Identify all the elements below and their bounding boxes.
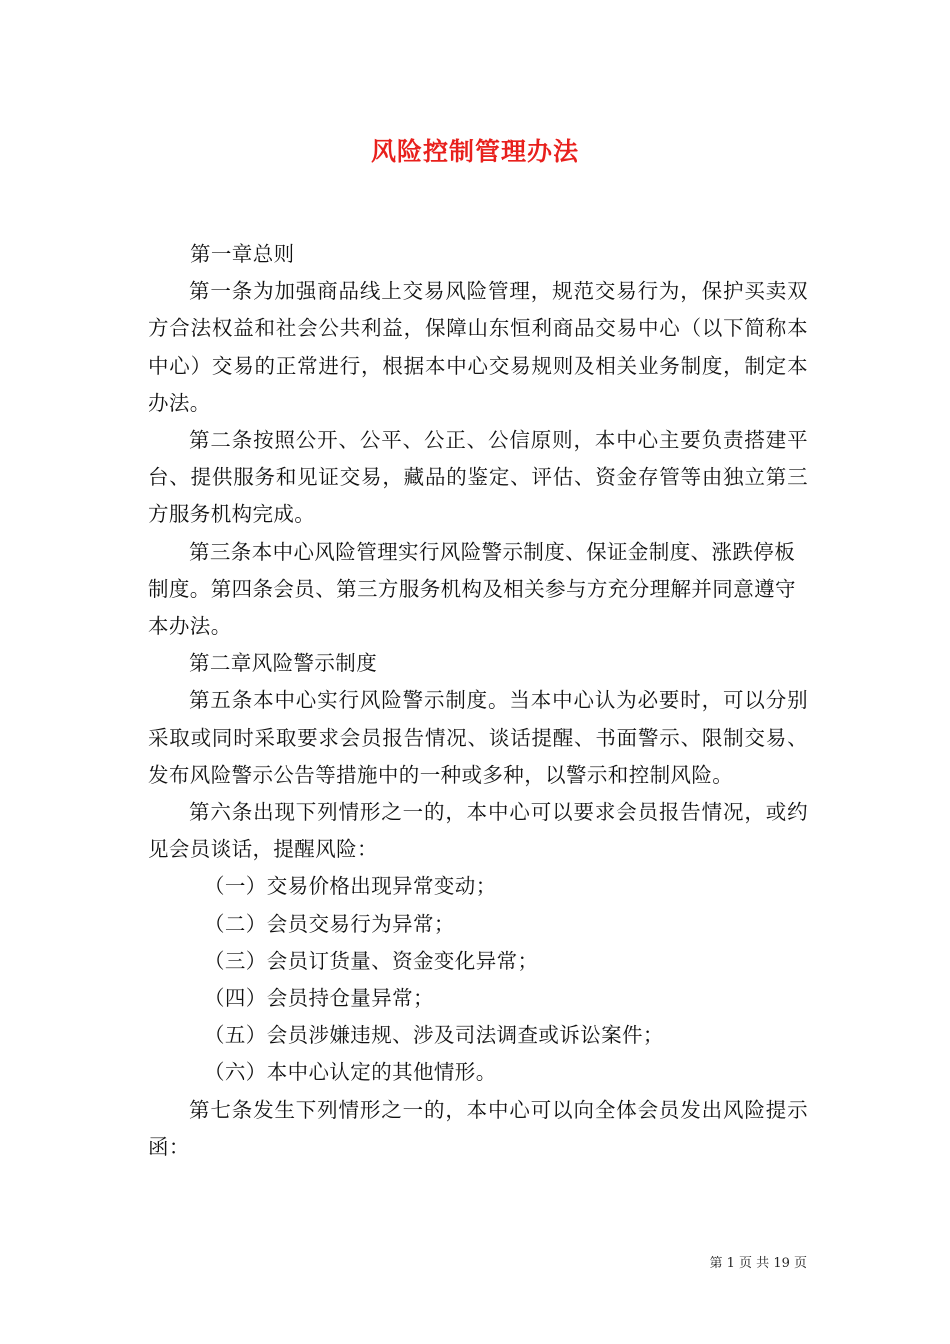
article-paragraph: 第三条本中心风险管理实行风险警示制度、保证金制度、涨跌停板制度。第四条会员、第三方服务机构及相关参与方充分理解并同意遵守本办法。 [148, 539, 796, 639]
list-item: （六）本中心认定的其他情形。 [204, 1060, 497, 1085]
list-item: （一）交易价格出现异常变动； [204, 874, 497, 899]
list-item: （三）会员订货量、资金变化异常； [204, 948, 539, 973]
list-item: （五）会员涉嫌违规、涉及司法调查或诉讼案件； [204, 1023, 664, 1048]
chapter-heading: 第二章风险警示制度 [189, 651, 378, 676]
page-number: 第 1 页 共 19 页 [709, 1256, 807, 1271]
article-paragraph: 第五条本中心实行风险警示制度。当本中心认为必要时，可以分别采取或同时采取要求会员报告情况、谈话提醒、书面警示、限制交易、发布风险警示公告等措施中的一种或多种，以警示和控制风险。 [148, 688, 808, 787]
chapter-heading: 第一章总则 [190, 242, 295, 266]
document-body [148, 236, 808, 1166]
list-item: （二）会员交易行为异常； [204, 911, 455, 936]
article-paragraph: 第一条为加强商品线上交易风险管理，规范交易行为，保护买卖双方合法权益和社会公共利益，保障山东恒利商品交易中心（以下简称本中心）交易的正常进行，根据本中心交易规则及相关业务制度，制定本办法。 [148, 279, 808, 415]
article-paragraph: 第七条发生下列情形之一的，本中心可以向全体会员发出风险提示函： [148, 1097, 808, 1159]
list-item: （四）会员持仓量异常； [204, 986, 434, 1011]
article-paragraph: 第二条按照公开、公平、公正、公信原则，本中心主要负责搭建平台、提供服务和见证交易，藏品的鉴定、评估、资金存管等由独立第三方服务机构完成。 [148, 428, 808, 527]
document-title: 风险控制管理办法 [370, 137, 579, 166]
article-paragraph: 第六条出现下列情形之一的，本中心可以要求会员报告情况，或约见会员谈话，提醒风险： [148, 800, 808, 862]
